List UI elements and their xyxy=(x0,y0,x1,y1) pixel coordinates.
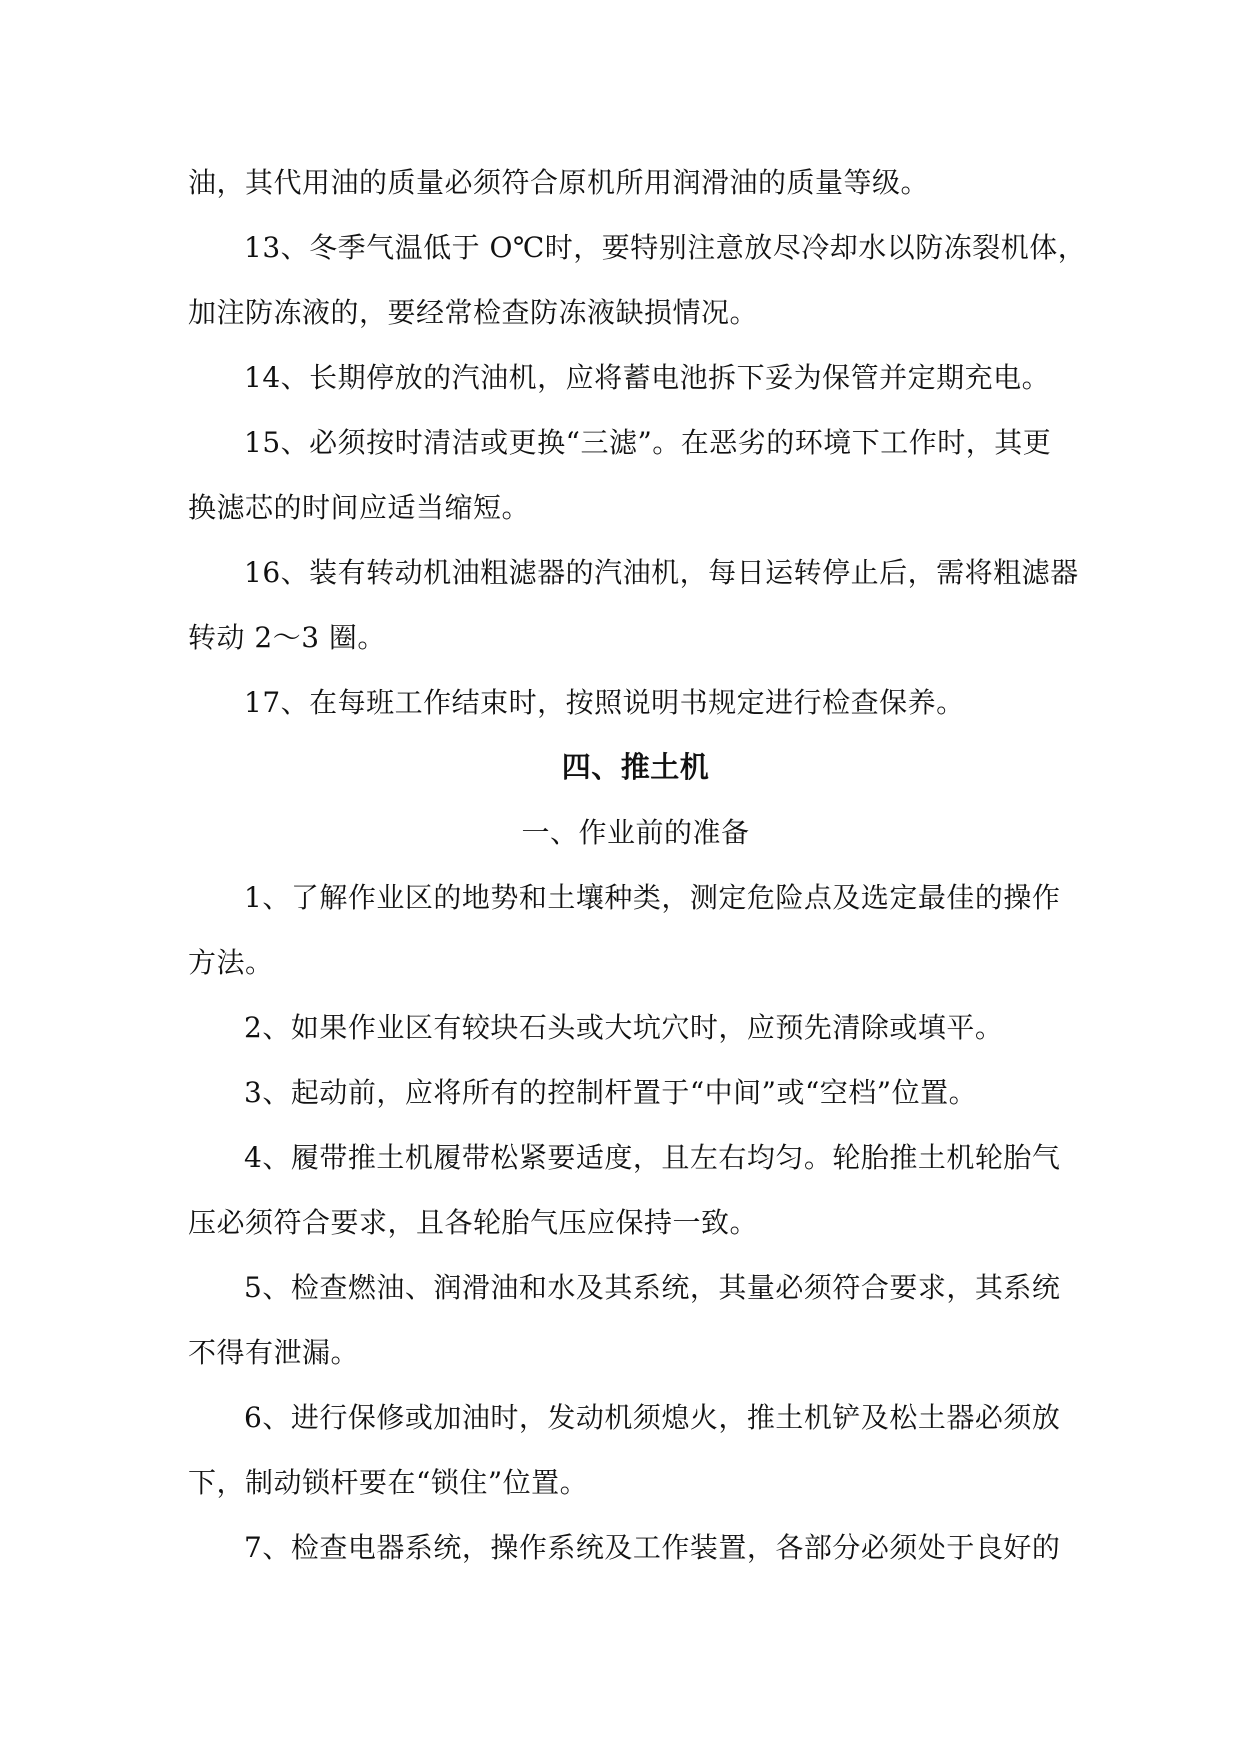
document-page xyxy=(188,150,1087,1580)
text-line: 下，制动锁杆要在“锁住”位置。 xyxy=(188,1466,589,1499)
text-line: 15、必须按时清洁或更换“三滤”。在恶劣的环境下工作时，其更 xyxy=(244,426,1052,459)
text-line: 油，其代用油的质量必须符合原机所用润滑油的质量等级。 xyxy=(188,166,930,199)
text-line: 压必须符合要求，且各轮胎气压应保持一致。 xyxy=(188,1206,759,1239)
text-line: 16、装有转动机油粗滤器的汽油机，每日运转停止后，需将粗滤器 xyxy=(244,556,1079,589)
text-line: 4、履带推土机履带松紧要适度，且左右均匀。轮胎推土机轮胎气 xyxy=(244,1141,1061,1174)
text-line: 3、起动前，应将所有的控制杆置于“中间”或“空档”位置。 xyxy=(244,1076,978,1109)
text-line: 5、检查燃油、润滑油和水及其系统，其量必须符合要求，其系统 xyxy=(244,1271,1061,1304)
text-line: 7、检查电器系统，操作系统及工作装置，各部分必须处于良好的 xyxy=(244,1531,1061,1564)
text-line: 不得有泄漏。 xyxy=(188,1336,360,1369)
text-line: 13、冬季气温低于 O℃时，要特别注意放尽冷却水以防冻裂机体， xyxy=(244,231,1087,264)
text-line: 加注防冻液的，要经常检查防冻液缺损情况。 xyxy=(188,296,759,329)
subsection-heading: 一、作业前的准备 xyxy=(521,816,750,849)
text-line: 6、进行保修或加油时，发动机须熄火，推土机铲及松土器必须放 xyxy=(244,1401,1061,1434)
text-line: 换滤芯的时间应适当缩短。 xyxy=(188,491,531,524)
text-line: 2、如果作业区有较块石头或大坑穴时，应预先清除或填平。 xyxy=(244,1011,1004,1044)
text-line: 1、了解作业区的地势和土壤种类，测定危险点及选定最佳的操作 xyxy=(244,881,1061,914)
text-line: 转动 2～3 圈。 xyxy=(188,621,386,654)
text-line: 17、在每班工作结束时，按照说明书规定进行检查保养。 xyxy=(244,686,965,719)
section-heading: 四、推土机 xyxy=(561,750,710,784)
text-line: 14、长期停放的汽油机，应将蓄电池拆下妥为保管并定期充电。 xyxy=(244,361,1051,394)
text-line: 方法。 xyxy=(188,946,274,979)
